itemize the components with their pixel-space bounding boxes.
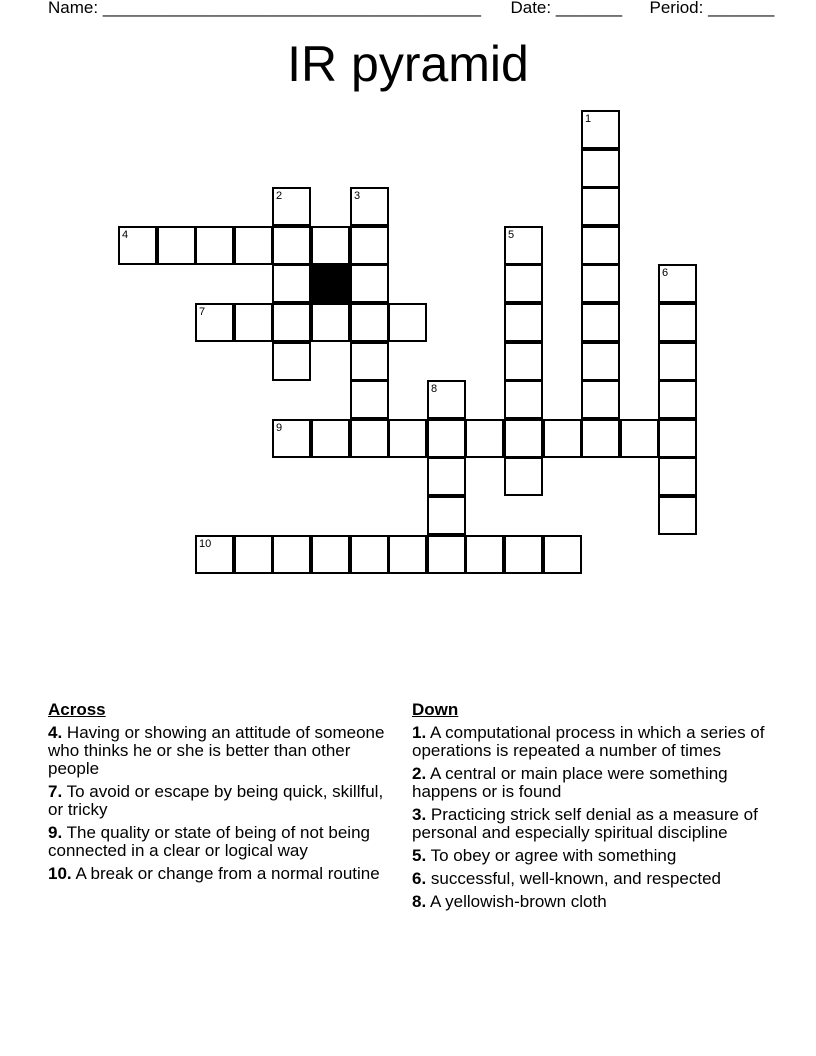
- date-label: Date:: [510, 0, 552, 17]
- clue-number: 6: [662, 267, 669, 279]
- grid-cell[interactable]: [427, 457, 466, 496]
- period-label: Period:: [649, 0, 704, 17]
- grid-cell[interactable]: [272, 535, 311, 574]
- grid-cell[interactable]: [157, 226, 196, 265]
- grid-cell[interactable]: [272, 187, 311, 226]
- clue-number: 8: [431, 383, 438, 395]
- down-clues: [412, 700, 777, 916]
- grid-cell[interactable]: [581, 110, 620, 149]
- clue-across-7: 7. To avoid or escape by being quick, skillful, or tricky: [48, 782, 384, 819]
- clue-number: 9: [276, 422, 283, 434]
- grid-cell[interactable]: [195, 303, 234, 342]
- clue-down-1: 1. A computational process in which a series of operations is repeated a number of times: [412, 723, 765, 760]
- grid-cell[interactable]: [427, 380, 466, 419]
- grid-cell[interactable]: [195, 535, 234, 574]
- grid-cell[interactable]: [234, 535, 273, 574]
- grid-cell[interactable]: [311, 226, 350, 265]
- page-title: IR pyramid: [287, 36, 529, 92]
- grid-cell[interactable]: [388, 535, 427, 574]
- grid-cell[interactable]: [350, 380, 389, 419]
- across-heading: Across: [48, 700, 106, 719]
- grid-cell[interactable]: [658, 303, 697, 342]
- grid-cell[interactable]: [272, 303, 311, 342]
- grid-cell[interactable]: [272, 342, 311, 381]
- grid-cell[interactable]: [234, 303, 273, 342]
- grid-cell[interactable]: [272, 226, 311, 265]
- across-clues: [48, 700, 388, 888]
- clue-across-10: 10. A break or change from a normal routine: [48, 864, 380, 883]
- grid-cell[interactable]: [311, 303, 350, 342]
- grid-cell[interactable]: [504, 457, 543, 496]
- clue-across-4: 4. Having or showing an attitude of someone who thinks he or she is better than other people: [48, 723, 385, 778]
- grid-cell[interactable]: [581, 187, 620, 226]
- clue-number: 2: [276, 190, 283, 202]
- grid-cell[interactable]: [272, 419, 311, 458]
- grid-cell[interactable]: [427, 535, 466, 574]
- grid-cell[interactable]: [581, 342, 620, 381]
- clue-number: 3: [354, 190, 361, 202]
- grid-cell[interactable]: [465, 419, 504, 458]
- grid-cell[interactable]: [388, 303, 427, 342]
- grid-cell[interactable]: [350, 303, 389, 342]
- period-field[interactable]: _______: [708, 0, 775, 17]
- grid-cell[interactable]: [350, 226, 389, 265]
- grid-cell[interactable]: [581, 226, 620, 265]
- grid-cell[interactable]: [658, 342, 697, 381]
- grid-cell[interactable]: [504, 419, 543, 458]
- grid-cell[interactable]: [350, 342, 389, 381]
- clue-down-5: 5. To obey or agree with something: [412, 846, 677, 865]
- grid-cell[interactable]: [620, 419, 659, 458]
- clue-number: 7: [199, 306, 206, 318]
- grid-cell[interactable]: [504, 303, 543, 342]
- grid-cell[interactable]: [504, 342, 543, 381]
- grid-cell[interactable]: [118, 226, 157, 265]
- grid-cell[interactable]: [658, 419, 697, 458]
- clue-down-2: 2. A central or main place were something happens or is found: [412, 764, 728, 801]
- grid-cell[interactable]: [427, 419, 466, 458]
- grid-cell[interactable]: [350, 535, 389, 574]
- grid-cell[interactable]: [658, 264, 697, 303]
- clue-down-6: 6. successful, well-known, and respected: [412, 869, 722, 888]
- grid-cell[interactable]: [465, 535, 504, 574]
- grid-cell[interactable]: [581, 303, 620, 342]
- down-heading: Down: [412, 700, 459, 719]
- clue-number: 5: [508, 229, 515, 241]
- grid-cell[interactable]: [504, 264, 543, 303]
- name-field[interactable]: ________________________________________: [102, 0, 481, 17]
- grid-cell[interactable]: [388, 419, 427, 458]
- grid-cell[interactable]: [350, 187, 389, 226]
- grid-cell[interactable]: [581, 149, 620, 188]
- clue-across-9: 9. The quality or state of being of not being connected in a clear or logical way: [48, 823, 370, 860]
- clue-number: 4: [122, 229, 129, 241]
- grid-cell[interactable]: [311, 419, 350, 458]
- grid-cell[interactable]: [504, 535, 543, 574]
- clue-number: 1: [585, 113, 592, 125]
- grid-cell[interactable]: [234, 226, 273, 265]
- grid-cell[interactable]: [350, 419, 389, 458]
- black-cell: [311, 264, 350, 303]
- grid-cell[interactable]: [311, 535, 350, 574]
- clue-down-8: 8. A yellowish-brown cloth: [412, 892, 607, 911]
- grid-cell[interactable]: [581, 380, 620, 419]
- grid-cell[interactable]: [543, 535, 582, 574]
- grid-cell[interactable]: [658, 496, 697, 535]
- grid-cell[interactable]: [504, 226, 543, 265]
- grid-cell[interactable]: [581, 264, 620, 303]
- grid-cell[interactable]: [195, 226, 234, 265]
- grid-cell[interactable]: [272, 264, 311, 303]
- name-label: Name:: [48, 0, 99, 17]
- grid-cell[interactable]: [543, 419, 582, 458]
- grid-cell[interactable]: [427, 496, 466, 535]
- grid-cell[interactable]: [581, 419, 620, 458]
- clue-number: 10: [199, 538, 212, 550]
- clue-down-3: 3. Practicing strick self denial as a measure of personal and especially spiritual discipline: [412, 805, 758, 842]
- date-field[interactable]: _______: [555, 0, 623, 17]
- grid-cell[interactable]: [658, 380, 697, 419]
- grid-cell[interactable]: [658, 457, 697, 496]
- grid-cell[interactable]: [350, 264, 389, 303]
- grid-cell[interactable]: [504, 380, 543, 419]
